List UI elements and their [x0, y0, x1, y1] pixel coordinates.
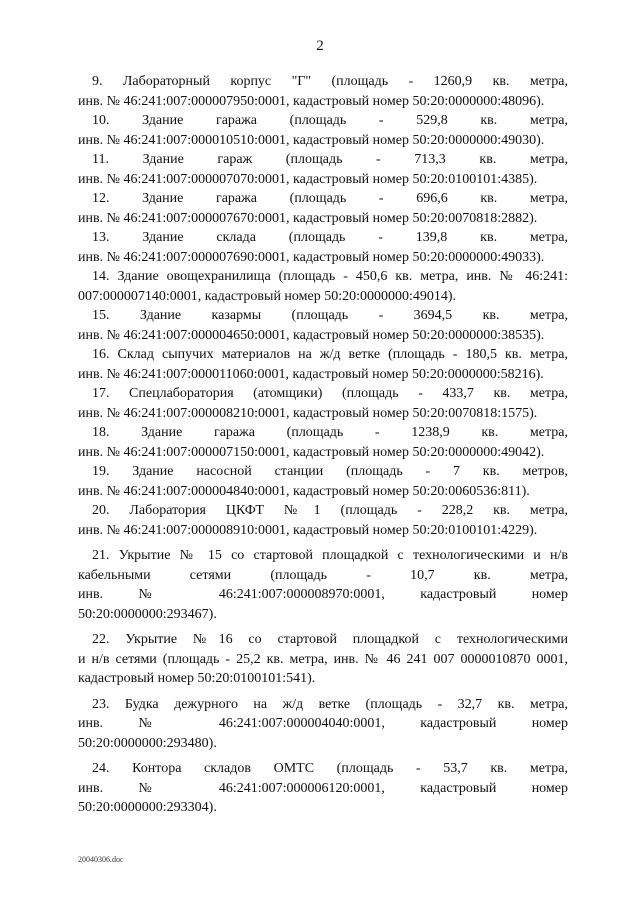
item-line: 50:20:0000000:293467). — [78, 606, 217, 622]
item-line: инв. № 46:241:007:000006120:0001, кадастровый номер — [78, 780, 568, 796]
list-item — [78, 111, 568, 150]
item-line: инв. № 46:241:007:000007690:0001, кадастровый номер 50:20:0000000:49033). — [78, 249, 545, 265]
list-item — [78, 759, 568, 818]
page-number: 2 — [316, 38, 324, 54]
item-line: инв. № 46:241:007:000010510:0001, кадастровый номер 50:20:0000000:49030). — [78, 132, 545, 148]
item-line: 22. Укрытие №16 со стартовой площадкой с технологическими — [92, 632, 568, 647]
list-item — [78, 462, 568, 501]
item-line: инв. № 46:241:007:000007150:0001, кадастровый номер 50:20:0000000:49042). — [78, 444, 545, 460]
item-line: 19. Здание насосной станции (площадь - 7 кв. метров, — [92, 464, 568, 479]
item-line: инв. № 46:241:007:000004040:0001, кадастровый номер — [78, 716, 568, 731]
item-line: 10. Здание гаража (площадь - 529,8 кв. метра, — [92, 113, 568, 128]
list-item — [78, 306, 568, 345]
item-line: инв. № 46:241:007:000004650:0001, кадастровый номер 50:20:0000000:38535). — [78, 327, 545, 343]
list-item — [78, 189, 568, 228]
item-line: инв. № 46:241:007:000008910:0001, кадастровый номер 50:20:0100101:4229). — [78, 522, 538, 538]
list-item — [78, 546, 568, 624]
item-line: 24. Контора складов ОМТС (площадь - 53,7 кв. метра, — [92, 761, 568, 776]
list-item — [78, 150, 568, 189]
item-line: 11. Здание гараж (площадь - 713,3 кв. метра, — [92, 152, 568, 167]
item-line: 12. Здание гаража (площадь - 696,6 кв. метра, — [92, 191, 568, 206]
item-line: и н/в сетями (площадь - 25,2 кв. метра, инв. № 46 241 007 0000010870 0001, — [78, 651, 568, 667]
item-line: кадастровый номер 50:20:0100101:541). — [78, 671, 316, 686]
item-line: кабельными сетями (площадь - 10,7 кв. метра, — [78, 567, 568, 583]
item-line: 23. Будка дежурного на ж/д ветке (площадь - 32,7 кв. метра, — [92, 696, 568, 712]
item-line: 50:20:0000000:293304). — [78, 800, 217, 815]
item-line: 16. Склад сыпучих материалов на ж/д ветке (площадь - 180,5 кв. метра, — [92, 347, 568, 362]
list-item — [78, 267, 568, 306]
list-item — [78, 630, 568, 689]
item-line: 9. Лабораторный корпус "Г" (площадь - 1260,9 кв. метра, — [92, 74, 568, 89]
item-line: 17. Спецлаборатория (атомщики) (площадь - 433,7 кв. метра, — [92, 386, 568, 401]
item-line: инв. № 46:241:007:000011060:0001, кадастровый номер 50:20:0000000:58216). — [78, 366, 544, 382]
file-name-footer: 20040306.doc — [78, 855, 124, 864]
list-item — [78, 501, 568, 540]
list-item — [78, 345, 568, 384]
item-line: 20. Лаборатория ЦКФТ №1 (площадь - 228,2 кв. метра, — [92, 503, 568, 518]
item-line: инв. № 46:241:007:000007950:0001, кадастровый номер 50:20:0000000:48096). — [78, 93, 545, 109]
item-line: инв. № 46:241:007:000007670:0001, кадастровый номер 50:20:0070818:2882). — [78, 210, 538, 226]
item-line: 50:20:0000000:293480). — [78, 735, 217, 751]
item-line: инв. № 46:241:007:000004840:0001, кадастровый номер 50:20:0060536:811). — [78, 483, 530, 499]
document-body — [78, 72, 568, 818]
item-line: 14. Здание овощехранилища (площадь - 450,6 кв. метра, инв. № 46:241: — [92, 269, 568, 284]
item-line: 13. Здание склада (площадь - 139,8 кв. метра, — [92, 230, 568, 245]
item-line: 007:000007140:0001, кадастровый номер 50:20:0000000:49014). — [78, 288, 457, 304]
list-item — [78, 72, 568, 111]
item-line: инв. № 46:241:007:000008970:0001, кадастровый номер — [78, 587, 568, 602]
list-item — [78, 423, 568, 462]
item-line: 15. Здание казармы (площадь - 3694,5 кв. метра, — [92, 308, 568, 323]
item-line: 21. Укрытие № 15 со стартовой площадкой с технологическими и н/в — [92, 548, 568, 563]
list-item — [78, 695, 568, 754]
list-item — [78, 228, 568, 267]
item-line: 18. Здание гаража (площадь - 1238,9 кв. метра, — [92, 425, 568, 440]
item-line: инв. № 46:241:007:000007070:0001, кадастровый номер 50:20:0100101:4385). — [78, 171, 538, 187]
list-item — [78, 384, 568, 423]
item-line: инв. № 46:241:007:000008210:0001, кадастровый номер 50:20:0070818:1575). — [78, 405, 538, 421]
